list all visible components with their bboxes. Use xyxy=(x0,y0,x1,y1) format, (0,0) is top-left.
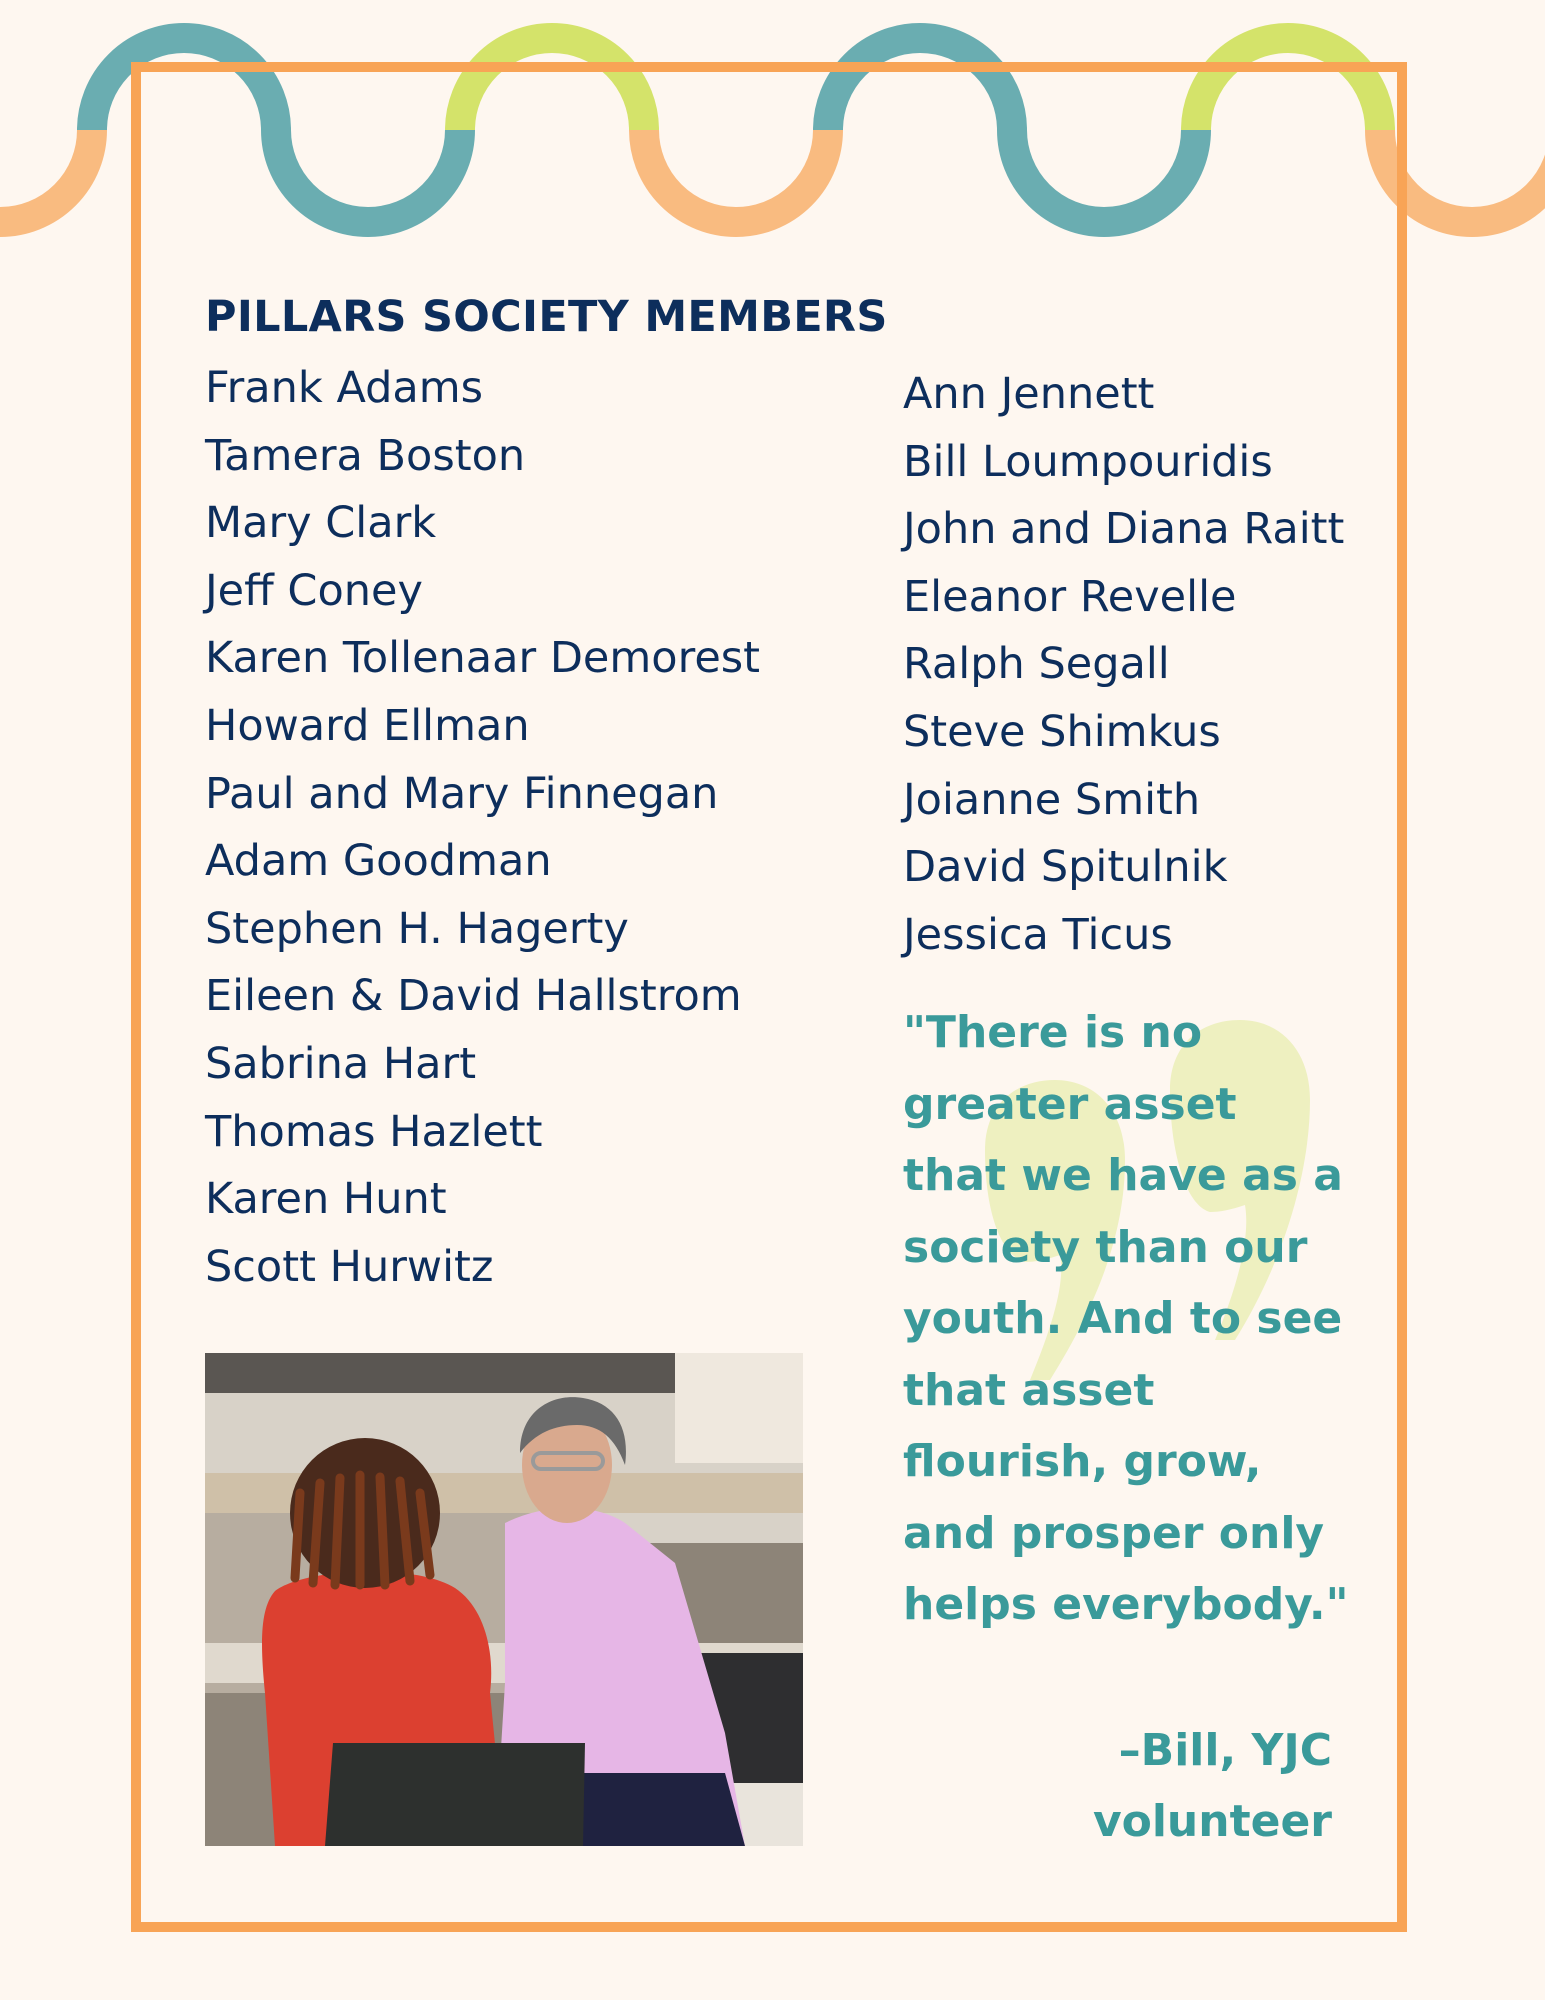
volunteer-mentoring-photo xyxy=(205,1353,803,1846)
member-name: Stephen H. Hagerty xyxy=(205,903,629,954)
member-name: Jessica Ticus xyxy=(903,909,1173,960)
member-name: Tamera Boston xyxy=(205,430,526,481)
members-list-right xyxy=(903,361,1344,969)
member-name: Karen Hunt xyxy=(205,1174,447,1225)
section-heading: PILLARS SOCIETY MEMBERS xyxy=(205,292,888,342)
quote-attribution: –Bill, YJC volunteer xyxy=(1092,1725,1332,1847)
member-name: Howard Ellman xyxy=(205,700,530,751)
member-name: David Spitulnik xyxy=(903,842,1228,893)
member-name: Paul and Mary Finnegan xyxy=(205,768,719,819)
member-name: Sabrina Hart xyxy=(205,1038,477,1089)
member-name: Jeff Coney xyxy=(205,565,423,616)
members-list-left xyxy=(205,355,760,1301)
testimonial-quote: "There is no greater asset that we have as a society than our youth. And to see that asset flourish, grow, and prosper only helps everybody." xyxy=(903,1007,1349,1630)
member-name: Mary Clark xyxy=(205,498,437,549)
member-name: Steve Shimkus xyxy=(903,706,1221,757)
member-name: Adam Goodman xyxy=(205,836,552,887)
member-name: Bill Loumpouridis xyxy=(903,436,1273,487)
wave-arc-1 xyxy=(0,130,92,222)
member-name: Ralph Segall xyxy=(903,639,1170,690)
member-name: Karen Tollenaar Demorest xyxy=(205,633,761,684)
member-name: Eileen & David Hallstrom xyxy=(205,971,742,1022)
member-name: Ann Jennett xyxy=(903,369,1155,419)
member-name: Frank Adams xyxy=(205,363,484,413)
member-name: Thomas Hazlett xyxy=(205,1106,543,1157)
member-name: Joianne Smith xyxy=(903,774,1201,825)
member-name: Scott Hurwitz xyxy=(205,1241,494,1292)
member-name: Eleanor Revelle xyxy=(903,571,1237,622)
member-name: John and Diana Raitt xyxy=(903,504,1345,555)
